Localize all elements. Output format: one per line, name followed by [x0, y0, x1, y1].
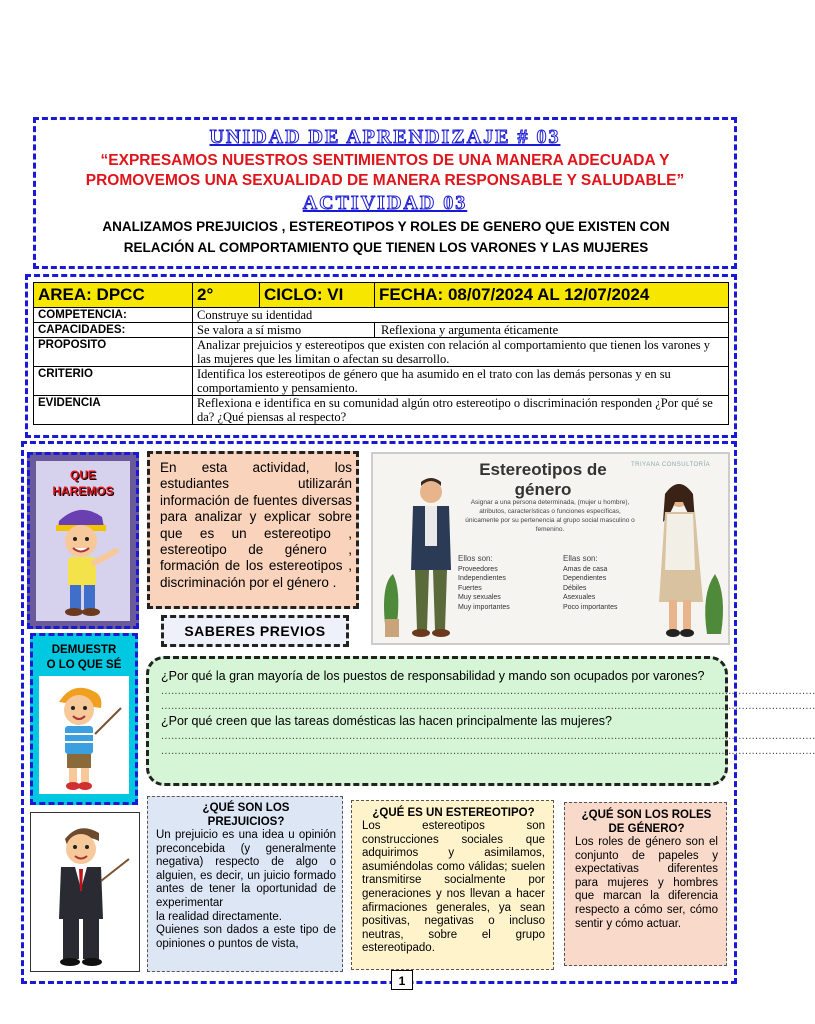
roles-title-2: DE GÉNERO? — [608, 823, 685, 835]
ellos-list — [458, 554, 538, 612]
answer-line: ................................................................................................................................................................................................... — [161, 745, 815, 757]
demuestro-line-2: O LO QUE SÉ — [46, 659, 122, 671]
answer-line: ................................................................................................................................................................................................... — [161, 685, 815, 697]
ellos-head: Ellos son: — [458, 554, 493, 563]
info-box — [25, 274, 737, 438]
proposito-row — [34, 338, 729, 367]
que-haremos-panel — [36, 461, 130, 621]
saberes-previos-banner — [161, 615, 349, 647]
que-haremos-line-1: QUE — [69, 468, 96, 482]
demuestro-panel — [39, 676, 129, 794]
ellas-head: Ellas son: — [563, 554, 598, 563]
quote-line-2: PROMOVEMOS UNA SEXUALIDAD DE MANERA RESPONSABLE Y SALUDABLE” — [85, 172, 685, 189]
prejuicios-body-1: Un prejuicio es una idea u opinión preconcebida (y generalmente negativa) respecto de algo o alguien, es decir, un juicio formado antes de tener la oportunidad de experimentar — [156, 829, 336, 909]
teacher-illustration-frame — [30, 812, 140, 972]
man-illustration — [379, 474, 459, 642]
ellos-item: Independientes — [458, 575, 506, 582]
ellos-item: Muy importantes — [458, 603, 510, 611]
evidencia-value: Reflexiona e identifica en su comunidad algún otro estereotipo o discriminación responden ¿Por qué se da? ¿Qué piensas al respecto? — [193, 396, 729, 425]
stereotypes-infographic — [371, 452, 730, 645]
unit-quote — [36, 151, 734, 191]
capacidades-label: CAPACIDADES: — [34, 323, 193, 338]
prejuicios-body-3: Quienes son dados a este tipo de opiniones o puntos de vista, — [156, 924, 336, 950]
questions-box — [146, 656, 815, 786]
capacidad-2: Reflexiona y argumenta éticamente — [375, 323, 729, 338]
prejuicios-content — [156, 801, 336, 951]
question-1: ¿Por qué la gran mayoría de los puestos de responsabilidad y mando son ocupados por varones? — [161, 669, 705, 683]
woman-illustration — [643, 474, 727, 642]
questions-content — [161, 669, 815, 759]
subtitle-line-1: ANALIZAMOS PREJUICIOS , ESTEREOTIPOS Y ROLES DE GENERO QUE EXISTEN CON — [102, 219, 670, 234]
que-haremos-line-2: HAREMOS — [52, 484, 114, 498]
ellas-item: Dependientes — [563, 575, 607, 582]
proposito-label: PROPOSITO — [34, 338, 193, 367]
prejuicios-title-2: PREJUICIOS? — [207, 816, 285, 828]
ellas-item: Asexuales — [563, 594, 596, 601]
que-haremos-box — [27, 452, 139, 629]
area-row — [34, 283, 729, 308]
demuestro-line-1: DEMUESTR — [51, 644, 117, 656]
roles-body: Los roles de género son el conjunto de papeles y expectativas diferentes para mujeres y hombres que marcan la diferencia respecto a cómo ser, cómo sentir y cómo actuar. — [575, 836, 718, 930]
ellos-item: Fuertes — [458, 584, 482, 592]
criterio-row — [34, 367, 729, 396]
competencia-value: Construye su identidad — [193, 308, 729, 323]
prejuicios-title-1: ¿QUÉ SON LOS — [202, 802, 290, 814]
header-box — [33, 117, 737, 269]
roles-content — [575, 808, 718, 931]
estereotipo-body: Los estereotipos son construcciones sociales que adquirimos y asimilamos, asumiéndolas como válidas; suelen transmitirse socialmente por generaciones y nos llevan a hacer afirmaciones generales, ya sean positivas, negativas o incluso neutras, sobre el grupo estereotipado. — [362, 820, 545, 955]
infographic-description: Asignar a una persona determinada, (mujer u hombre), atributos, características o funciones específicas, únicamente por su pertenencia al grupo social masculino o femenino. — [465, 499, 635, 533]
activity-subtitle — [46, 216, 726, 258]
ellas-item: Poco importantes — [563, 603, 618, 611]
intro-text: En esta actividad, los estudiantes utilizarán información de fuentes diversas para analizar y explicar sobre que es un estereotipo , estereotipo de género , formación de los estereotipos , discriminación por el género . — [160, 460, 352, 590]
subtitle-line-2: RELACIÓN AL COMPORTAMIENTO QUE TIENEN LOS VARONES Y LAS MUJERES — [123, 240, 649, 255]
proposito-value: Analizar prejuicios y estereotipos que existen con relación al comportamiento que tienen los varones y las mujeres que les limitan o afectan su desarrollo. — [193, 338, 729, 367]
roles-box — [564, 802, 727, 966]
answer-line: ................................................................................................................................................................................................... — [161, 700, 815, 712]
boy-pointer-illustration — [43, 678, 125, 792]
answer-line: ................................................................................................................................................................................................... — [161, 730, 815, 742]
estereotipo-title: ¿QUÉ ES UN ESTEREOTIPO? — [372, 807, 535, 819]
demuestro-box — [30, 633, 138, 805]
grado-cell: 2° — [193, 283, 260, 308]
ellos-item: Muy sexuales — [458, 594, 501, 601]
unit-title: UNIDAD DE APRENDIZAJE # 03 — [209, 126, 561, 148]
estereotipo-content — [362, 806, 545, 956]
teacher-illustration — [39, 819, 133, 967]
intro-box — [147, 451, 359, 609]
capacidades-row — [34, 323, 729, 338]
estereotipo-box — [351, 800, 554, 970]
quote-line-1: “EXPRESAMOS NUESTROS SENTIMIENTOS DE UNA MANERA ADECUADA Y — [100, 152, 670, 169]
ellas-list — [563, 554, 643, 612]
prejuicios-body-2: la realidad directamente. — [156, 910, 282, 923]
roles-title-1: ¿QUÉ SON LOS ROLES — [581, 809, 712, 821]
activity-title: ACTIVIDAD 03 — [302, 192, 468, 214]
boy-pointing-illustration — [44, 499, 124, 619]
que-haremos-label — [36, 467, 130, 499]
evidencia-row — [34, 396, 729, 425]
area-cell: AREA: DPCC — [34, 283, 193, 308]
competencia-label: COMPETENCIA: — [34, 308, 193, 323]
ellos-item: Proveedores — [458, 565, 498, 573]
page-number: 1 — [391, 970, 413, 990]
demuestro-label — [33, 643, 135, 673]
criterio-label: CRITERIO — [34, 367, 193, 396]
criterio-value: Identifica los estereotipos de género que ha asumido en el trato con las demás personas y en su comportamiento y pensamiento. — [193, 367, 729, 396]
ellas-item: Débiles — [563, 584, 587, 592]
infographic-brand: TRIYANA CONSULTORÍA — [631, 462, 711, 468]
prejuicios-box — [147, 796, 343, 972]
evidencia-label: EVIDENCIA — [34, 396, 193, 425]
capacidad-1: Se valora a sí mismo — [193, 323, 375, 338]
saberes-previos-label: SABERES PREVIOS — [184, 623, 326, 639]
ellas-item: Amas de casa — [563, 565, 608, 573]
ciclo-cell: CICLO: VI — [260, 283, 375, 308]
infographic-title: Estereotipos de género — [479, 460, 607, 499]
fecha-cell: FECHA: 08/07/2024 AL 12/07/2024 — [375, 283, 729, 308]
competencia-row — [34, 308, 729, 323]
question-2: ¿Por qué creen que las tareas domésticas las hacen principalmente las mujeres? — [161, 714, 612, 728]
info-table — [33, 282, 729, 425]
